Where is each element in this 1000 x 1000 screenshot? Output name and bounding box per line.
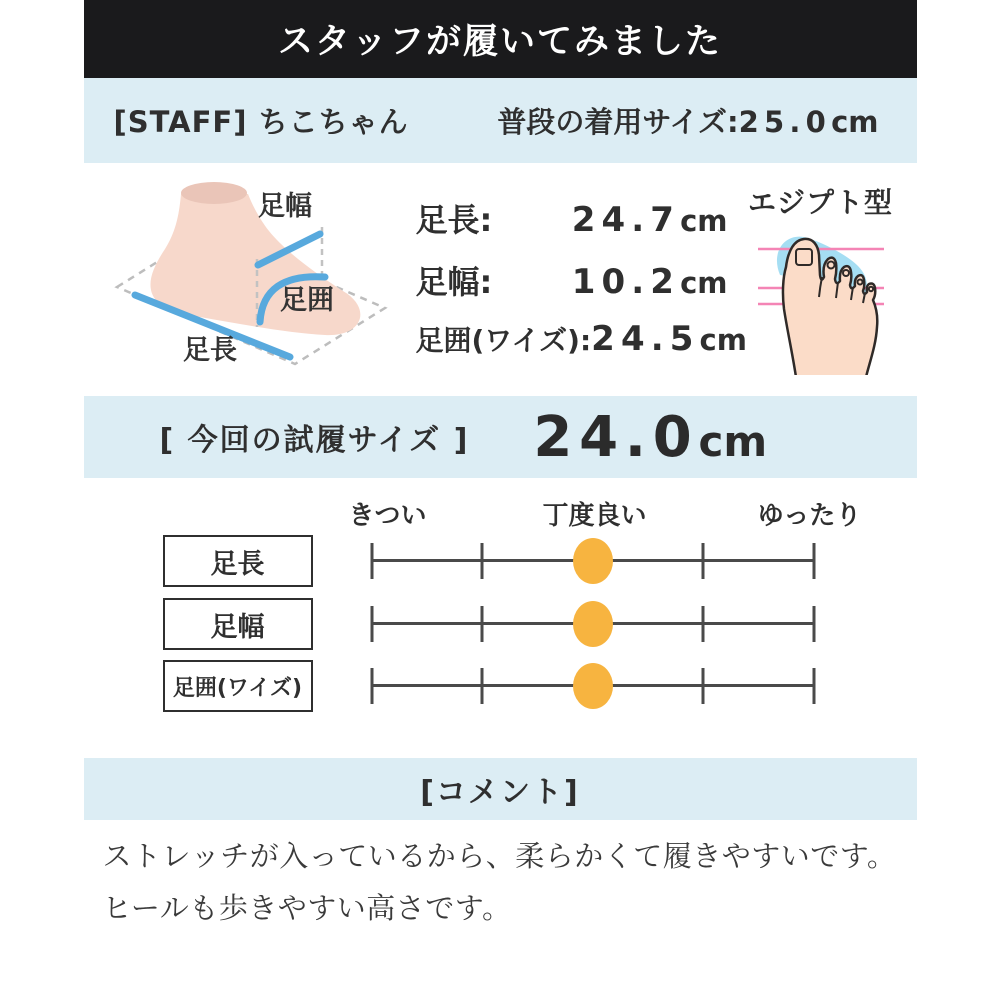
measurement-value: 24.7cm bbox=[571, 200, 728, 240]
scale-header-loose: ゆったり bbox=[757, 501, 862, 531]
foot-girth-label: 足囲 bbox=[279, 285, 334, 316]
measurement-label: 足幅: bbox=[415, 263, 493, 301]
measurement-row-girth bbox=[415, 319, 747, 361]
comment-text bbox=[84, 820, 917, 934]
foot-type-label: エジプト型 bbox=[747, 186, 893, 219]
measurement-label: 足長: bbox=[415, 201, 493, 239]
usual-size-value: 25.0 bbox=[738, 105, 832, 139]
foot-length-label: 足長 bbox=[182, 335, 237, 366]
measurement-value: 24.5cm bbox=[591, 319, 747, 359]
measurement-value: 10.2cm bbox=[571, 262, 728, 302]
comment-line: ストレッチが入っているから、柔らかくて履きやすいです。 bbox=[102, 839, 897, 873]
fit-scale-track bbox=[372, 535, 814, 587]
foot-type-block bbox=[746, 181, 896, 379]
fit-scale-row-label: 足囲(ワイズ) bbox=[163, 660, 313, 712]
fit-scale-row-label: 足長 bbox=[163, 535, 313, 587]
fitting-size-label: [ 今回の試履サイズ ] bbox=[159, 423, 470, 458]
comment-title-bar bbox=[84, 758, 917, 820]
fit-rating-dot bbox=[573, 538, 613, 584]
measurement-row-length bbox=[415, 195, 728, 240]
comment-title: [コメント] bbox=[420, 775, 580, 810]
fitting-size-bar bbox=[84, 396, 917, 478]
fit-scale-row-girth bbox=[84, 660, 917, 712]
fitting-size-value: 24.0 cm bbox=[533, 404, 768, 470]
staff-info-bar bbox=[84, 78, 917, 163]
section-title: スタッフが履いてみました bbox=[277, 22, 722, 62]
foot-width-label: 足幅 bbox=[257, 191, 312, 222]
measurement-section bbox=[84, 163, 917, 396]
fit-scale-row-label: 足幅 bbox=[163, 598, 313, 650]
usual-size-label: 普段の着用サイズ: bbox=[497, 105, 739, 139]
measurement-list bbox=[415, 195, 747, 381]
comment-line: ヒールも歩きやすい高さです。 bbox=[102, 891, 512, 925]
fit-scale-row-width bbox=[84, 598, 917, 650]
usual-size bbox=[497, 100, 878, 141]
staff-name: [STAFF] ちこちゃん bbox=[113, 105, 409, 139]
fit-scale-track bbox=[372, 598, 814, 650]
scale-header-just-right: 丁度良い bbox=[542, 501, 647, 531]
scale-header-tight: きつい bbox=[348, 501, 427, 531]
foot-measure-diagram-icon bbox=[85, 167, 430, 387]
fit-scale-track bbox=[372, 660, 814, 712]
measurement-row-width bbox=[415, 257, 728, 302]
egyptian-foot-icon bbox=[756, 225, 886, 375]
staff-review-panel bbox=[84, 0, 917, 934]
fit-rating-dot bbox=[573, 663, 613, 709]
measurement-label: 足囲(ワイズ): bbox=[415, 324, 592, 357]
fit-rating-dot bbox=[573, 601, 613, 647]
section-title-bar bbox=[84, 0, 917, 78]
fit-scale-row-length bbox=[84, 535, 917, 587]
fit-scale-section bbox=[84, 495, 917, 730]
usual-size-unit: cm bbox=[831, 105, 879, 139]
